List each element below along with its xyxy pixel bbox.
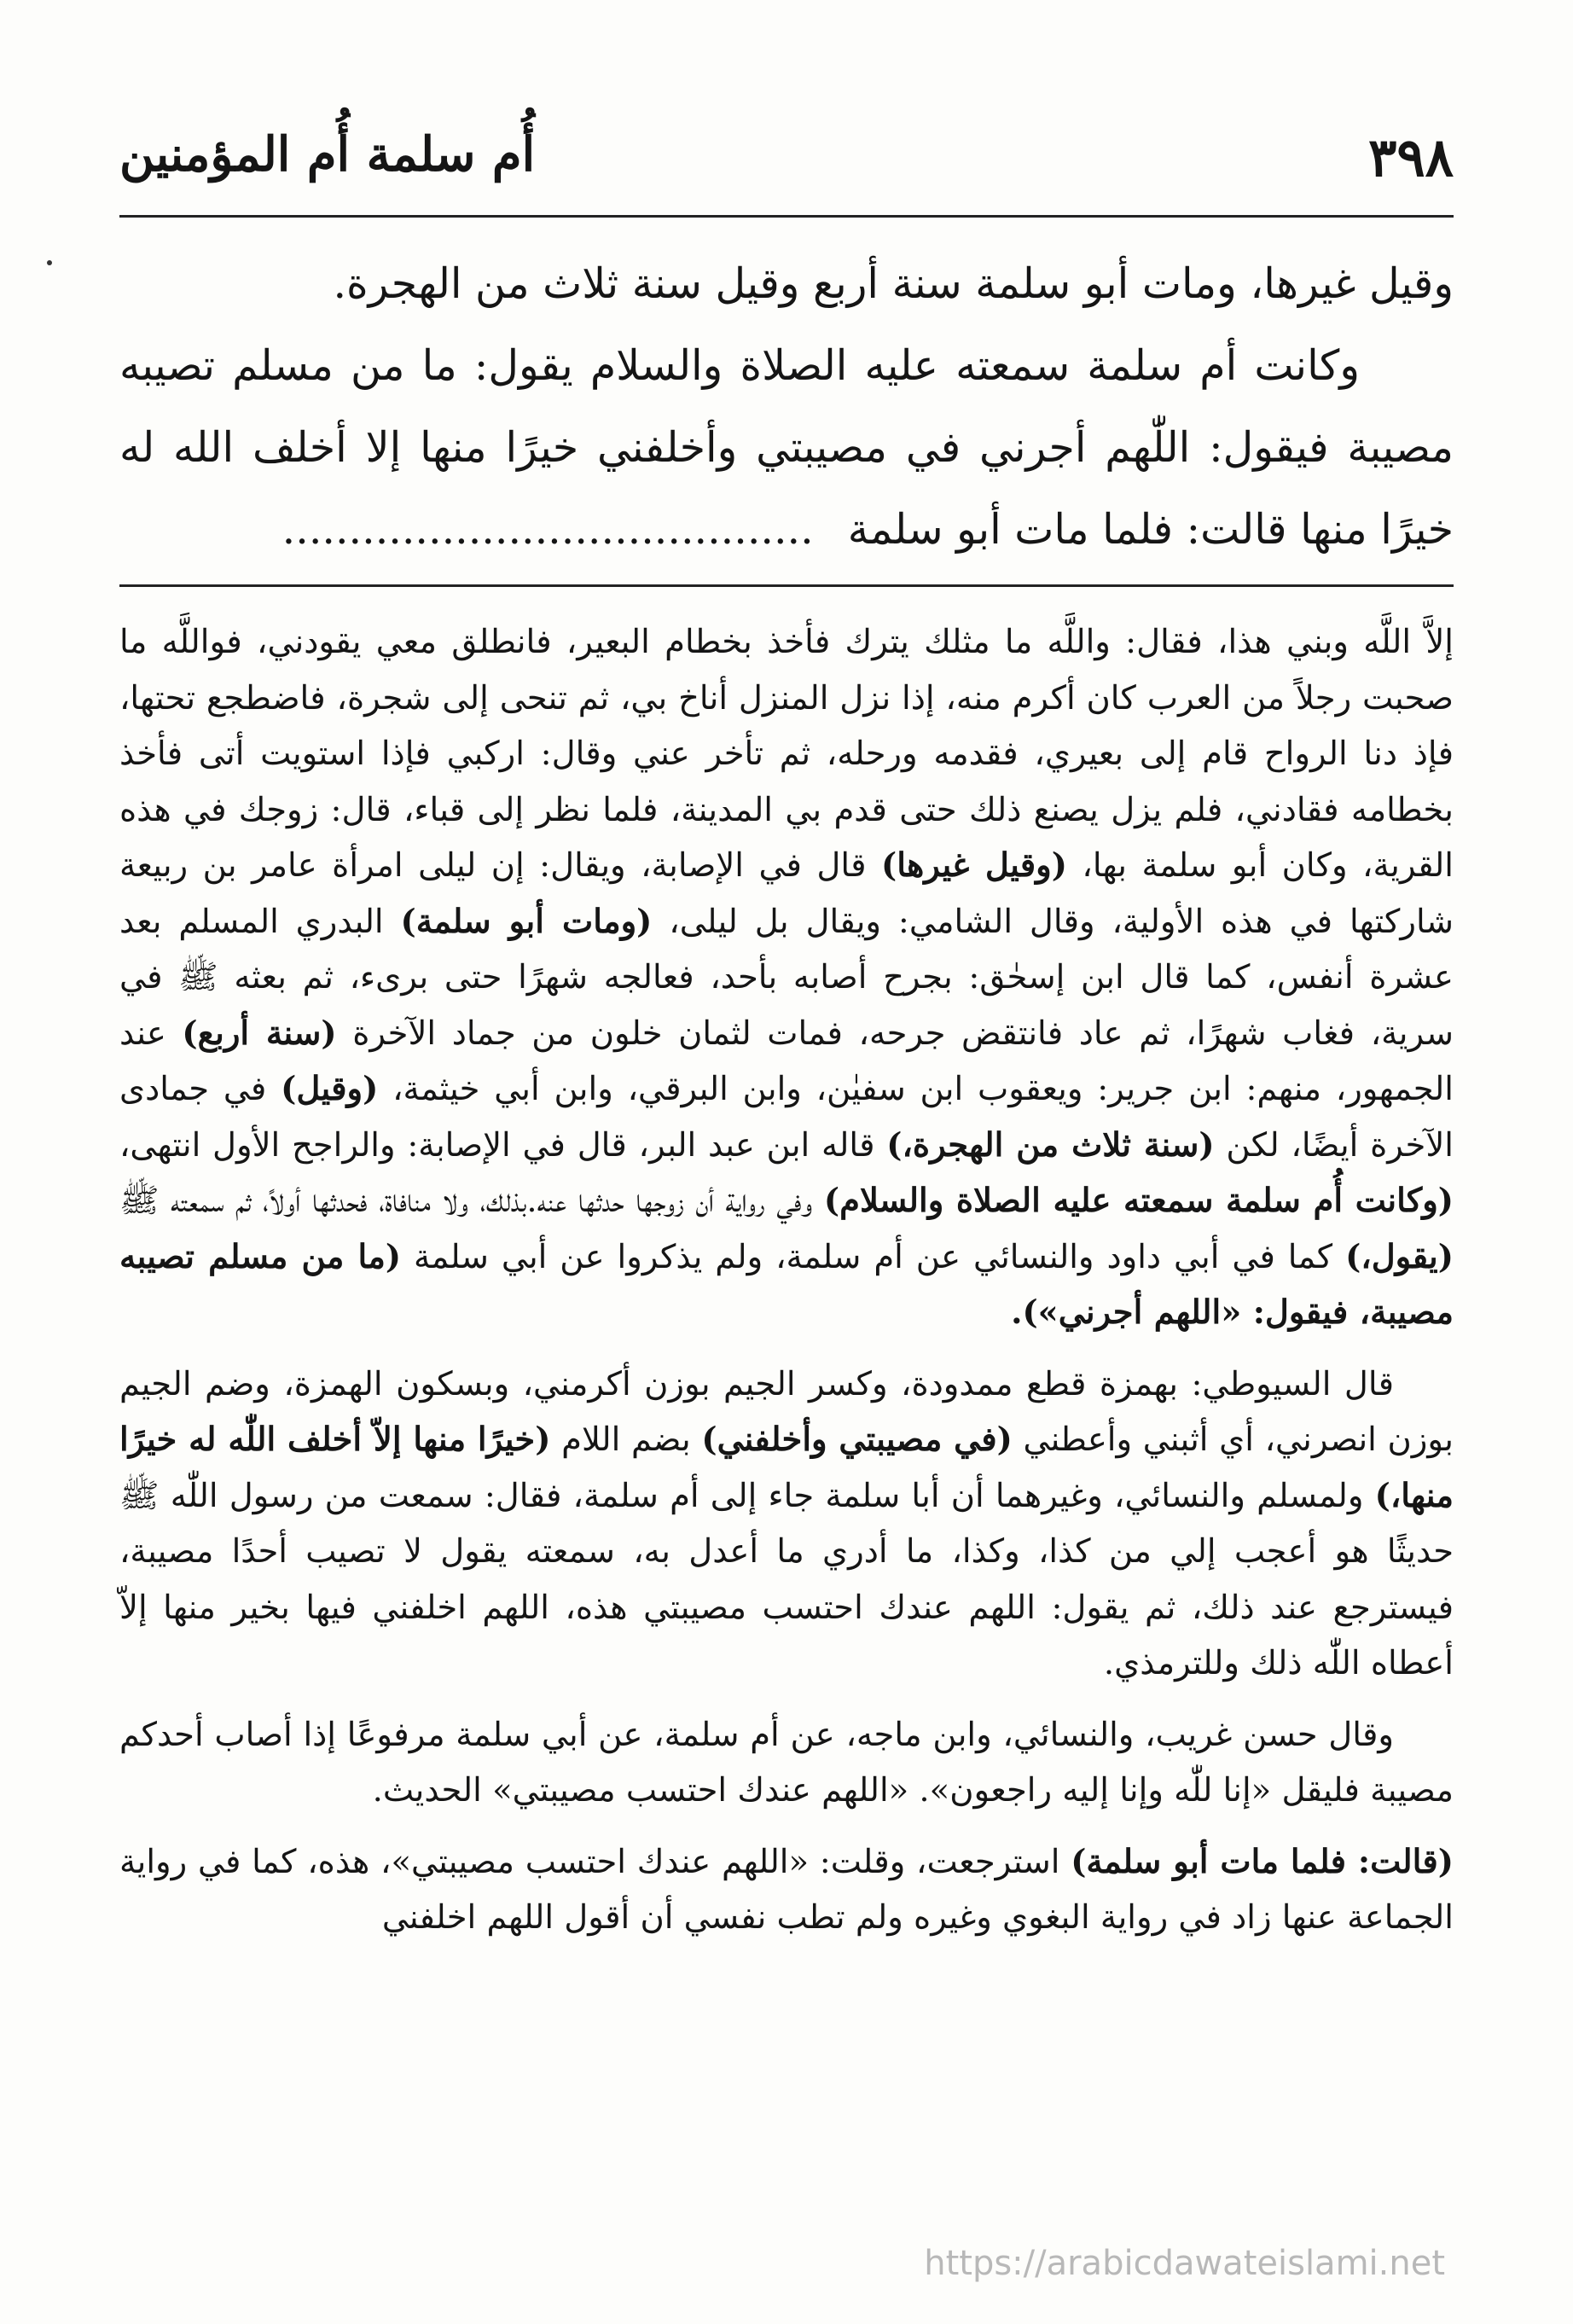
main-text-line: وقيل غيرها، ومات أبو سلمة سنة أربع وقيل سنة ثلاث من الهجرة. (333, 259, 1454, 308)
separator-rule (119, 584, 1454, 587)
header-rule (119, 215, 1454, 218)
quoted-phrase: (وكانت أُم سلمة سمعته عليه الصلاة والسلام) (823, 1182, 1454, 1220)
page-number: ٣٩٨ (1368, 126, 1454, 189)
main-text-paragraph (119, 325, 1454, 571)
commentary-paragraph (119, 1707, 1454, 1819)
quoted-phrase: (يقول،) (1345, 1237, 1454, 1276)
commentary-text: وقال حسن غريب، والنسائي، وابن ماجه، عن أم سلمة، عن أبي سلمة مرفوعًا إذا أصاب أحدكم مصيبة فليقل «إنا للّٰه وإنا إليه راجعون». «اللهم عندك احتسب مصيبتي» الحديث. (119, 1715, 1454, 1810)
commentary-text: قال في الإصابة، ويقال: إن ليلى امرأة عامر بن ربيعة شاركتها في هذه الأولية، وقال الشامي: ويقال بل ليلى، (119, 846, 1454, 941)
commentary-text: ولمسلم والنسائي، وغيرهما أن أبا سلمة جاء إلى أم سلمة، فقال: سمعت من رسول اللّٰه ﷺ حديثًا هو أعجب إلي من كذا، وكذا، ما أدري ما أعدل به، سمعته يقول لا تصيب أحدًا مصيبة، فيسترجع عند ذلك، ثم يقول: اللهم عندك احتسب مصيبتي هذه، اللهم اخلفني فيها بخير منها إلاّ أعطاه اللّٰه ذلك وللترمذي. (119, 1476, 1454, 1682)
commentary-paragraph (119, 1834, 1454, 1946)
commentary-text: في جمادى الآخرة أيضًا، لكن (119, 1070, 1454, 1165)
source-watermark: https://arabicdawateislami.net (924, 2244, 1445, 2283)
page-header (119, 119, 1454, 200)
commentary-text: إلاَّ اللَّه وبني هذا، فقال: واللَّه ما مثلك يترك فأخذ بخطام البعير، فانطلق معي يقودني، فواللَّه ما صحبت رجلاً من العرب كان أكرم منه، إذا نزل المنزل أناخ بي، ثم تنحى إلى شجرة، فاضطجع تحتها، فإذ دنا الرواح قام إلى بعيري، فقدمه ورحله، ثم تأخر عني وقال: اركبي فإذا استويت أتى فأخذ بخطامه فقادني، فلم يزل يصنع ذلك حتى قدم بي المدينة، فلما نظر إلى قباء، قال: زوجك في هذه القرية، وكان أبو سلمة بها، (119, 623, 1454, 885)
commentary-text: وفي رواية أن زوجها حدثها عنه.بذلك، ولا منافاة، فحدثها أولاً، ثم سمعته ﷺ (119, 1182, 813, 1220)
quoted-phrase: (وقيل غيرها) (881, 846, 1067, 885)
commentary (119, 614, 1454, 2227)
commentary-text: استرجعت، وقلت: «اللهم عندك احتسب مصيبتي»، هذه، كما في رواية الجماعة عنها زاد في رواية البغوي وغيره ولم تطب نفسي أن أقول اللهم اخلفني (119, 1842, 1454, 1937)
commentary-paragraph (119, 1357, 1454, 1692)
commentary-text: عند الجمهور، منهم: ابن جرير: ويعقوب ابن سفيٰن، وابن البرقي، وابن أبي خيثمة، (119, 1014, 1454, 1108)
commentary-text: بضم اللام (561, 1421, 691, 1459)
ellipsis-dots: ........................................ (282, 505, 814, 554)
main-text (119, 243, 1454, 572)
quoted-phrase: (سنة أربع) (182, 1014, 337, 1053)
quoted-phrase: (وقيل) (281, 1070, 379, 1108)
commentary-paragraph (119, 614, 1454, 1341)
commentary-text: البدري المسلم بعد عشرة أنفس، كما قال ابن إسحٰق: بجرح أصابه بأحد، فعالجه شهرًا حتى برىء، ثم بعثه ﷺ في سرية، فغاب شهرًا، ثم عاد فانتقض جرحه، فمات لثمان خلون من جماد الآخرة (119, 902, 1454, 1053)
running-head: أُم سلمة أُم المؤمنين (119, 126, 536, 183)
commentary-text: قال السيوطي: بهمزة قطع ممدودة، وكسر الجيم بوزن أكرمني، وبسكون الهمزة، وضم الجيم بوزن انصرني، أي أثبني وأعطني (119, 1364, 1454, 1459)
quoted-phrase: (في مصيبتي وأخلفني) (701, 1421, 1013, 1459)
commentary-text: كما في أبي داود والنسائي عن أم سلمة، ولم يذكروا عن أبي سلمة (414, 1237, 1333, 1276)
quoted-phrase: (قالت: فلما مات أبو سلمة) (1071, 1842, 1454, 1881)
quoted-phrase: (ما من مسلم تصيبه مصيبة، فيقول: «اللهم أجرني»). (119, 1237, 1454, 1332)
commentary-text: قاله ابن عبد البر، قال في الإصابة: والراجح الأول انتهى، (119, 1125, 875, 1165)
quoted-phrase: (ومات أبو سلمة) (400, 902, 653, 941)
scan-speck (47, 260, 52, 265)
quoted-phrase: (سنة ثلاث من الهجرة،) (886, 1125, 1215, 1165)
quoted-phrase: (خيرًا منها إلاّ أخلف اللّٰه له خيرًا منها،) (119, 1421, 1454, 1515)
main-text-body: وكانت أم سلمة سمعته عليه الصلاة والسلام يقول: ما من مسلم تصيبه مصيبة فيقول: اللّٰهم أجرني في مصيبتي وأخلفني خيرًا منها إلا أخلف الله له خيرًا منها قالت: فلما مات أبو سلمة (119, 341, 1454, 554)
